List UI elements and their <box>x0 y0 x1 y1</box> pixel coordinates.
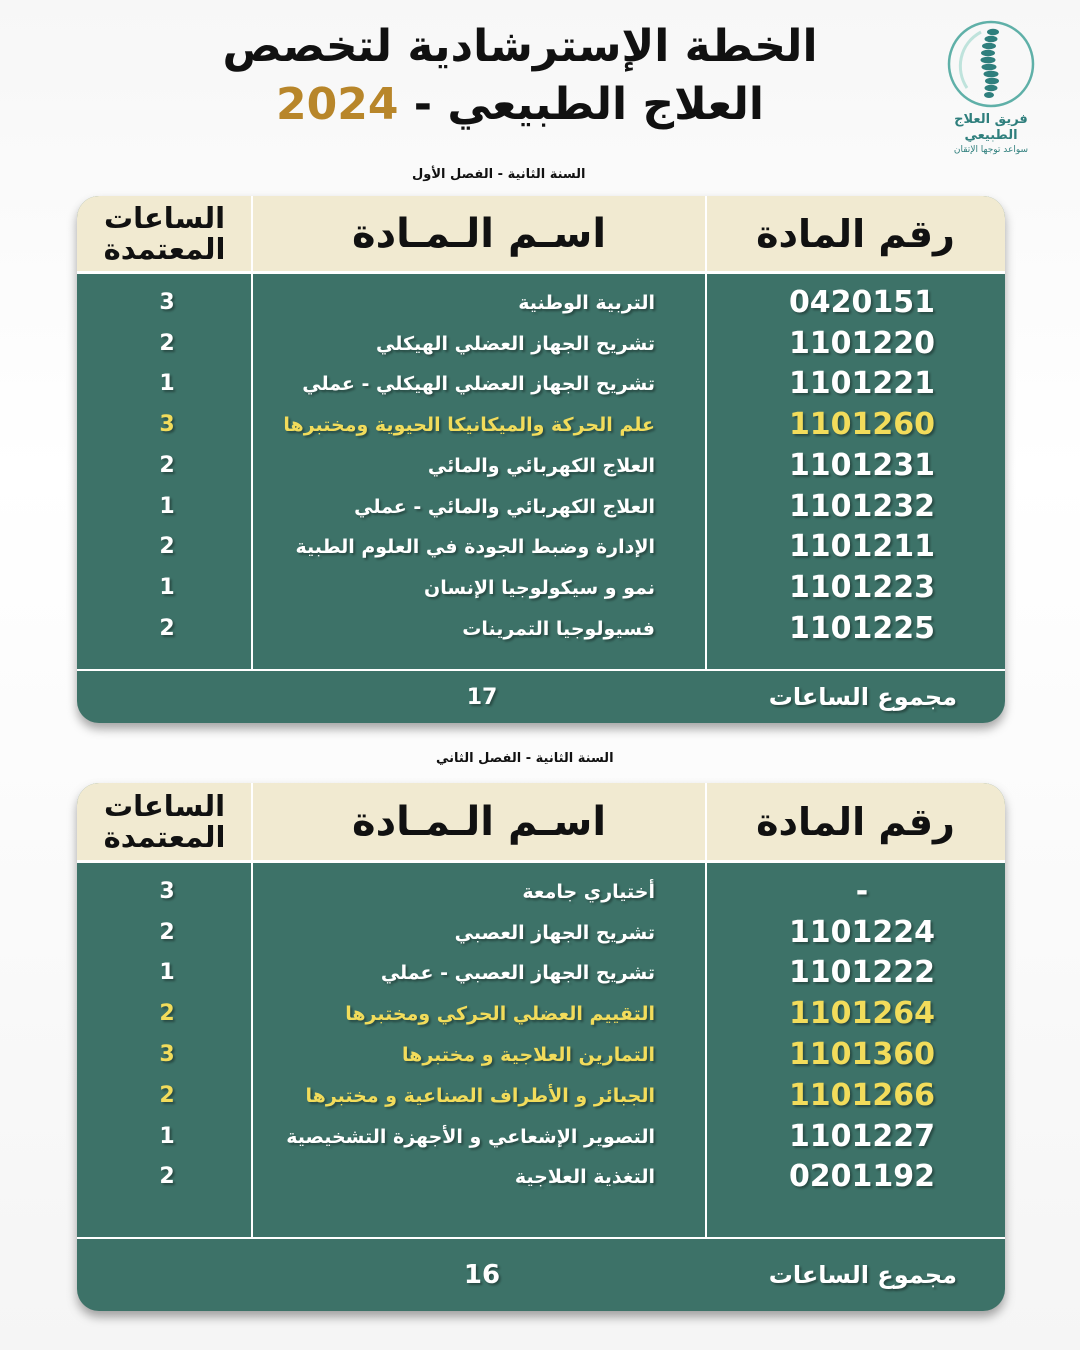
title-line-2 <box>170 76 870 134</box>
course-name: فسيولوجيا التمرينات <box>462 618 655 640</box>
course-code: 1101220 <box>788 326 936 361</box>
course-name: الإدارة وضبط الجودة في العلوم الطبية <box>295 536 655 558</box>
column-header-code: رقم المادة <box>756 211 955 256</box>
course-name: أختياري جامعة <box>522 881 655 903</box>
title-line-1: الخطة الإسترشادية لتخصص <box>222 21 818 72</box>
table-row <box>77 446 1005 486</box>
logo-name: فريق العلاج الطبيعي <box>954 112 1028 143</box>
course-hours: 3 <box>159 290 175 315</box>
table-row <box>77 1076 1005 1116</box>
column-header-hours-line1: الساعات <box>103 200 226 235</box>
course-name: العلاج الكهربائي والمائي - عملي <box>354 496 655 518</box>
table-row <box>77 487 1005 527</box>
course-hours: 2 <box>159 331 175 356</box>
course-hours: 1 <box>159 960 175 985</box>
course-code: 1101231 <box>788 448 936 483</box>
table-row <box>77 1157 1005 1197</box>
course-name: علم الحركة والميكانيكا الحيوية ومختبرها <box>283 414 655 436</box>
course-hours: 1 <box>159 371 175 396</box>
table-row <box>77 405 1005 445</box>
column-header-hours <box>77 196 252 271</box>
table-row <box>77 913 1005 953</box>
course-code: 0201192 <box>788 1159 936 1194</box>
title-year: 2024 <box>276 79 399 130</box>
course-hours: 1 <box>159 1124 175 1149</box>
course-code: 1101232 <box>788 489 936 524</box>
course-name: تشريح الجهاز العصبي - عملي <box>380 962 655 984</box>
course-hours: 2 <box>159 920 175 945</box>
table-row <box>77 994 1005 1034</box>
total-value: 17 <box>466 684 498 710</box>
course-hours: 1 <box>159 494 175 519</box>
course-hours: 3 <box>159 412 175 437</box>
column-header-hours-line2: المعتمدة <box>103 231 226 266</box>
brand-logo <box>936 18 1046 156</box>
title-subject: العلاج الطبيعي - <box>398 79 764 130</box>
course-name: التمارين العلاجية و مختبرها <box>402 1044 655 1066</box>
semester-2-table <box>77 783 1005 1311</box>
column-header-name: اسـم الـمـادة <box>351 798 607 845</box>
course-hours: 2 <box>159 453 175 478</box>
table-row <box>77 1117 1005 1157</box>
course-code: 1101360 <box>788 1037 936 1072</box>
total-row <box>77 1239 1005 1311</box>
table-row <box>77 953 1005 993</box>
course-name: الجبائر و الأطراف الصناعية و مختبرها <box>305 1085 655 1107</box>
column-header-hours <box>77 783 252 860</box>
course-hours: 3 <box>159 879 175 904</box>
course-code: 1101225 <box>788 611 936 646</box>
course-code: 1101266 <box>788 1078 936 1113</box>
course-hours: 1 <box>159 575 175 600</box>
table-header <box>77 783 1005 863</box>
course-code: 0420151 <box>788 285 936 320</box>
course-hours: 2 <box>159 1001 175 1026</box>
page-title <box>170 18 870 134</box>
total-label: مجموع الساعات <box>768 683 957 711</box>
table-row <box>77 283 1005 323</box>
table-row <box>77 609 1005 649</box>
column-header-name: اسـم الـمـادة <box>351 210 607 257</box>
course-name: تشريح الجهاز العضلي الهيكلي - عملي <box>302 373 655 395</box>
column-header-hours-line1: الساعات <box>103 788 226 823</box>
course-hours: 3 <box>159 1042 175 1067</box>
course-hours: 2 <box>159 1164 175 1189</box>
course-code: 1101264 <box>788 996 936 1031</box>
column-header-hours-line2: المعتمدة <box>103 819 226 854</box>
table-row <box>77 527 1005 567</box>
semester-1-table <box>77 196 1005 723</box>
course-name: العلاج الكهربائي والمائي <box>427 455 655 477</box>
total-row <box>77 671 1005 723</box>
course-name: تشريح الجهاز العصبي <box>454 922 655 944</box>
course-code: 1101221 <box>788 366 936 401</box>
total-label: مجموع الساعات <box>768 1261 957 1289</box>
course-code: 1101223 <box>788 570 936 605</box>
course-name: تشريح الجهاز العضلي الهيكلي <box>376 333 655 355</box>
course-code: 1101260 <box>788 407 936 442</box>
course-name: التقييم العضلي الحركي ومختبرها <box>345 1003 655 1025</box>
course-name: نمو و سيكولوجيا الإنسان <box>424 577 655 599</box>
course-code: - <box>855 874 869 909</box>
table-row <box>77 324 1005 364</box>
course-name: التصوير الإشعاعي و الأجهزة التشخيصية <box>286 1126 655 1148</box>
course-hours: 2 <box>159 616 175 641</box>
course-code: 1101224 <box>788 915 936 950</box>
course-code: 1101222 <box>788 955 936 990</box>
semester-1-label: السنة الثانية - الفصل الأول <box>412 167 586 182</box>
table-row <box>77 364 1005 404</box>
spine-icon <box>945 18 1037 110</box>
course-name: التربية الوطنية <box>518 292 655 314</box>
total-value: 16 <box>463 1260 501 1290</box>
course-code: 1101227 <box>788 1119 936 1154</box>
course-hours: 2 <box>159 534 175 559</box>
table-row <box>77 872 1005 912</box>
course-hours: 2 <box>159 1083 175 1108</box>
semester-2-label: السنة الثانية - الفصل الثاني <box>436 751 614 766</box>
table-row <box>77 568 1005 608</box>
column-header-code: رقم المادة <box>756 799 955 844</box>
logo-tagline: سواعد توجها الإتقان <box>953 145 1029 155</box>
course-code: 1101211 <box>788 529 936 564</box>
table-row <box>77 1035 1005 1075</box>
course-name: التغذية العلاجية <box>514 1166 655 1188</box>
table-header <box>77 196 1005 274</box>
